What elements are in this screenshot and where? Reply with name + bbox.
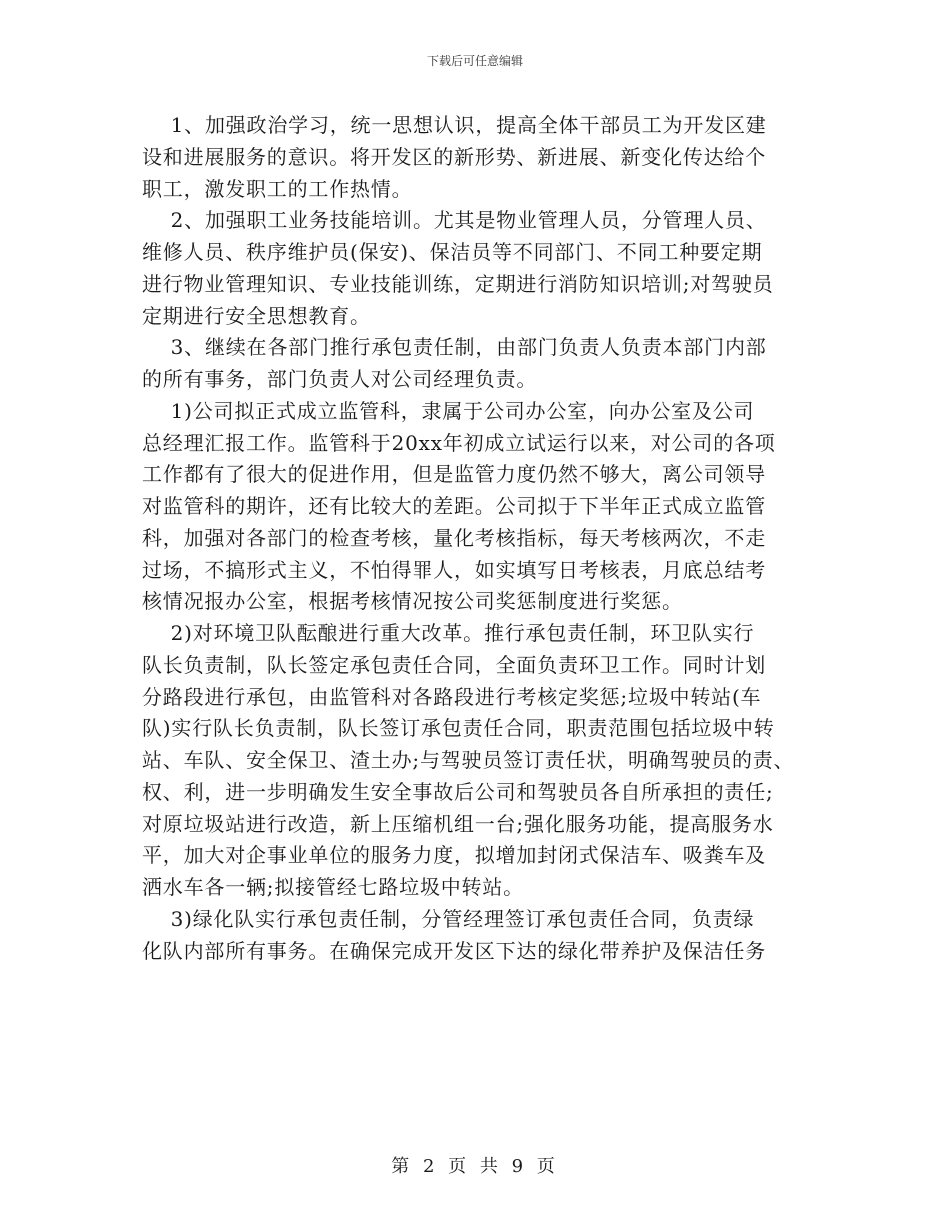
text-line: 1、加强政治学习，统一思想认识，提高全体干部员工为开发区建: [142, 113, 767, 137]
page-header: 下载后可任意编辑: [426, 54, 523, 68]
paragraph: [142, 618, 814, 904]
text-line: 3)绿化队实行承包责任制，分管经理签订承包责任合同，负责绿: [142, 906, 755, 931]
text-line: 对原垃圾站进行改造，新上压缩机组一台;强化服务功能，提高服务水: [142, 811, 774, 836]
paragraph: [142, 110, 814, 205]
text-line: 2)对环境卫队酝酿进行重大改革。推行承包责任制，环卫队实行: [142, 621, 755, 645]
text-line: 权、利，进一步明确发生安全事故后公司和驾驶员各自所承担的责任;: [142, 779, 774, 804]
text-line: 1)公司拟正式成立监管科，隶属于公司办公室，向办公室及公司: [142, 398, 755, 423]
text-line: 维修人员、秩序维护员(保安)、保洁员等不同部门、不同工种要定期: [142, 240, 763, 264]
text-line: 3、继续在各部门推行承包责任制，由部门负责人负责本部门内部: [142, 335, 767, 360]
text-line: 化队内部所有事务。在确保完成开发区下达的绿化带养护及保洁任务: [142, 938, 766, 963]
text-line: 设和进展服务的意识。将开发区的新形势、新进展、新变化传达给个: [142, 144, 766, 169]
text-line: 职工，激发职工的工作热情。: [142, 176, 413, 201]
text-line: 洒水车各一辆;拟接管经七路垃圾中转站。: [142, 875, 524, 899]
text-line: 过场，不搞形式主义，不怕得罪人，如实填写日考核表，月底总结考: [142, 557, 766, 582]
text-line: 工作都有了很大的促进作用，但是监管力度仍然不够大，离公司领导: [142, 462, 766, 487]
text-line: 科，加强对各部门的检查考核，量化考核指标，每天考核两次，不走: [142, 525, 766, 550]
page-number-footer: 第 2 页 共 9 页: [391, 1156, 559, 1177]
text-line: 2、加强职工业务技能培训。尤其是物业管理人员，分管理人员、: [142, 208, 767, 233]
document-body: [142, 110, 814, 967]
text-line: 分路段进行承包，由监管科对各路段进行考核定奖惩;垃圾中转站(车: [142, 684, 762, 709]
text-line: 队长负责制，队长签定承包责任合同，全面负责环卫工作。同时计划: [142, 652, 766, 677]
text-line: 核情况报办公室，根据考核情况按公司奖惩制度进行奖惩。: [142, 589, 683, 614]
text-line: 总经理汇报工作。监管科于20xx年初成立试运行以来，对公司的各项: [142, 430, 776, 455]
text-line: 的所有事务，部门负责人对公司经理负责。: [142, 367, 538, 391]
text-line: 对监管科的期许，还有比较大的差距。公司拟于下半年正式成立监管: [142, 494, 766, 518]
text-line: 站、车队、安全保卫、渣土办;与驾驶员签订责任状，明确驾驶员的责、: [142, 748, 795, 772]
text-line: 队)实行队长负责制，队长签订承包责任合同，职责范围包括垃圾中转: [142, 716, 775, 741]
text-line: 进行物业管理知识、专业技能训练，定期进行消防知识培训;对驾驶员: [142, 271, 774, 296]
paragraph: [142, 904, 814, 968]
paragraph: [142, 332, 814, 396]
paragraph: [142, 396, 814, 618]
paragraph: [142, 205, 814, 332]
text-line: 平，加大对企事业单位的服务力度，拟增加封闭式保洁车、吸粪车及: [142, 843, 766, 868]
text-line: 定期进行安全思想教育。: [142, 303, 371, 328]
